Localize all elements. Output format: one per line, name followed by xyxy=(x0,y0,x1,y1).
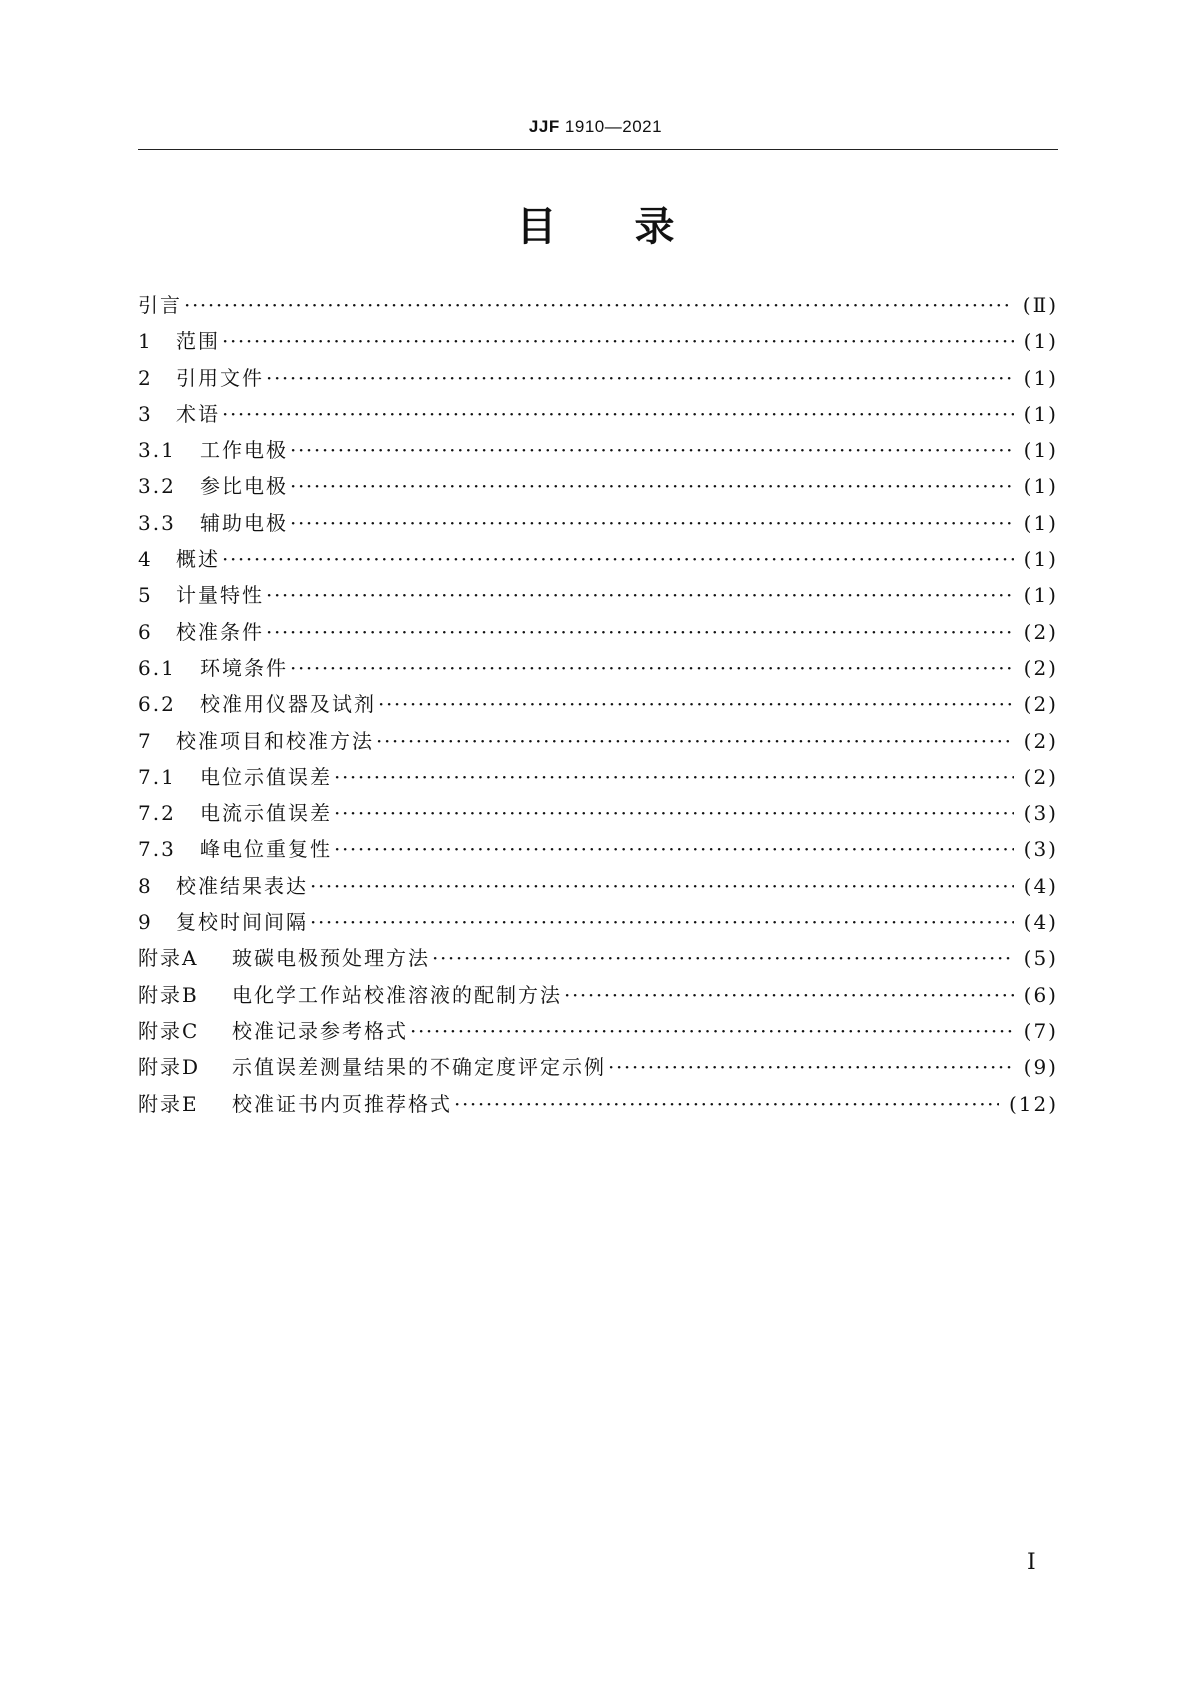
toc-entry-number: 7.2 xyxy=(138,801,176,826)
toc-entry-number: 6.1 xyxy=(138,655,176,680)
toc-entry-number: 附录B xyxy=(138,982,199,1007)
toc-entry-title: 复校时间间隔 xyxy=(176,910,308,935)
toc-entry-page: (4) xyxy=(1023,873,1058,898)
toc-entry-page: (5) xyxy=(1023,946,1058,971)
toc-leader-dots xyxy=(310,868,1014,904)
toc-entry-number: 4 xyxy=(138,547,153,572)
toc-entry-number: 附录D xyxy=(138,1055,201,1080)
toc-entry-intro[interactable] xyxy=(138,287,1058,323)
toc-entry-2[interactable] xyxy=(138,360,1058,396)
toc-entry-number: 1 xyxy=(138,329,153,354)
toc-entry-page: (Ⅱ) xyxy=(1022,293,1058,317)
toc-entry-title: 校准结果表达 xyxy=(176,873,308,898)
toc-entry-title: 引言 xyxy=(138,293,182,317)
toc-entry-7-1[interactable] xyxy=(138,759,1058,795)
toc-entry-page: (2) xyxy=(1023,655,1058,680)
toc-entry-title: 校准条件 xyxy=(176,619,264,644)
toc-entry-7-3[interactable] xyxy=(138,831,1058,867)
toc-entry-page: (1) xyxy=(1023,547,1058,572)
toc-entry-title: 示值误差测量结果的不确定度评定示例 xyxy=(232,1055,606,1080)
toc-entry-6-1[interactable] xyxy=(138,650,1058,686)
toc-entry-page: (2) xyxy=(1023,619,1058,644)
toc-leader-dots xyxy=(266,360,1014,396)
toc-entry-number: 附录A xyxy=(138,946,199,971)
toc-entry-number: 6.2 xyxy=(138,692,176,717)
toc-entry-title: 环境条件 xyxy=(200,655,288,680)
toc-leader-dots xyxy=(410,1013,1014,1049)
toc-entry-title: 峰电位重复性 xyxy=(200,837,332,862)
toc-entry-page: (2) xyxy=(1023,728,1058,753)
toc-leader-dots xyxy=(432,940,1014,976)
title-char-2: 录 xyxy=(634,204,675,250)
toc-leader-dots xyxy=(376,723,1014,759)
toc-entry-appendix-c[interactable] xyxy=(138,1013,1058,1049)
toc-entry-number: 9 xyxy=(138,910,153,935)
toc-entry-page: (1) xyxy=(1023,583,1058,608)
toc-entry-title: 参比电极 xyxy=(200,474,288,499)
toc-entry-page: (6) xyxy=(1023,982,1058,1007)
toc-entry-title: 校准证书内页推荐格式 xyxy=(232,1091,452,1116)
toc-entry-title: 术语 xyxy=(176,401,220,426)
toc-leader-dots xyxy=(266,614,1014,650)
title-char-1: 目 xyxy=(516,204,557,250)
toc-leader-dots xyxy=(222,323,1014,359)
document-code-number: 1910—2021 xyxy=(559,117,663,136)
toc-leader-dots xyxy=(564,977,1014,1013)
document-code-header xyxy=(0,117,1191,137)
toc-entry-9[interactable] xyxy=(138,904,1058,940)
toc-entry-page: (1) xyxy=(1023,329,1058,354)
toc-entry-appendix-e[interactable] xyxy=(138,1086,1058,1122)
toc-leader-dots xyxy=(310,904,1014,940)
toc-entry-page: (1) xyxy=(1023,474,1058,499)
toc-leader-dots xyxy=(608,1049,1014,1085)
toc-entry-6[interactable] xyxy=(138,614,1058,650)
toc-entry-title: 校准用仪器及试剂 xyxy=(200,692,376,717)
toc-entry-7-2[interactable] xyxy=(138,795,1058,831)
toc-entry-number: 7 xyxy=(138,728,153,753)
toc-leader-dots xyxy=(378,686,1014,722)
toc-leader-dots xyxy=(334,795,1014,831)
toc-entry-3-2[interactable] xyxy=(138,468,1058,504)
toc-entry-number: 5 xyxy=(138,583,153,608)
toc-entry-title: 工作电极 xyxy=(200,438,288,463)
toc-entry-number: 3 xyxy=(138,401,153,426)
toc-entry-page: (1) xyxy=(1023,510,1058,535)
toc-entry-page: (3) xyxy=(1023,801,1058,826)
toc-entry-number: 7.1 xyxy=(138,764,176,789)
toc-entry-number: 7.3 xyxy=(138,837,176,862)
toc-entry-number: 6 xyxy=(138,619,153,644)
toc-entry-3-3[interactable] xyxy=(138,505,1058,541)
toc-leader-dots xyxy=(334,759,1014,795)
toc-entry-title: 计量特性 xyxy=(176,583,264,608)
toc-leader-dots xyxy=(454,1086,999,1122)
toc-entry-number: 8 xyxy=(138,873,153,898)
toc-entry-page: (2) xyxy=(1023,764,1058,789)
toc-entry-title: 校准项目和校准方法 xyxy=(176,728,374,753)
toc-entry-appendix-d[interactable] xyxy=(138,1049,1058,1085)
header-divider xyxy=(138,149,1058,150)
page-number: Ⅰ xyxy=(1027,1550,1036,1575)
toc-leader-dots xyxy=(266,577,1014,613)
toc-entry-page: (1) xyxy=(1023,401,1058,426)
page-title xyxy=(0,203,1191,251)
toc-leader-dots xyxy=(222,541,1014,577)
toc-leader-dots xyxy=(334,831,1014,867)
document-code-prefix: JJF xyxy=(528,117,560,136)
toc-entry-page: (3) xyxy=(1023,837,1058,862)
toc-entry-5[interactable] xyxy=(138,577,1058,613)
toc-entry-page: (9) xyxy=(1023,1055,1058,1080)
toc-entry-4[interactable] xyxy=(138,541,1058,577)
toc-entry-title: 范围 xyxy=(176,329,220,354)
toc-entry-page: (1) xyxy=(1023,438,1058,463)
toc-entry-title: 电流示值误差 xyxy=(200,801,332,826)
toc-entry-number: 3.3 xyxy=(138,510,176,535)
toc-entry-8[interactable] xyxy=(138,868,1058,904)
toc-entry-number: 2 xyxy=(138,365,153,390)
toc-entry-appendix-b[interactable] xyxy=(138,977,1058,1013)
toc-entry-title: 校准记录参考格式 xyxy=(232,1018,408,1043)
toc-entry-7[interactable] xyxy=(138,723,1058,759)
toc-entry-number: 附录C xyxy=(138,1018,200,1043)
toc-entry-page: (2) xyxy=(1023,692,1058,717)
toc-entry-title: 电化学工作站校准溶液的配制方法 xyxy=(232,982,562,1007)
toc-entry-page: (7) xyxy=(1023,1018,1058,1043)
toc-leader-dots xyxy=(184,287,1013,323)
toc-entry-title: 玻碳电极预处理方法 xyxy=(232,946,430,971)
toc-entry-page: (1) xyxy=(1023,365,1058,390)
toc-entry-title: 电位示值误差 xyxy=(200,764,332,789)
toc-entry-3[interactable] xyxy=(138,396,1058,432)
toc-leader-dots xyxy=(222,396,1014,432)
toc-entry-number: 3.2 xyxy=(138,474,176,499)
toc-leader-dots xyxy=(290,505,1014,541)
toc-entry-page: (12) xyxy=(1008,1091,1058,1116)
toc-entry-title: 辅助电极 xyxy=(200,510,288,535)
toc-entry-3-1[interactable] xyxy=(138,432,1058,468)
toc-leader-dots xyxy=(290,650,1014,686)
toc-entry-number: 3.1 xyxy=(138,438,176,463)
toc-entry-6-2[interactable] xyxy=(138,686,1058,722)
toc-entry-appendix-a[interactable] xyxy=(138,940,1058,976)
toc-entry-page: (4) xyxy=(1023,910,1058,935)
toc-entry-number: 附录E xyxy=(138,1091,199,1116)
toc-entry-title: 概述 xyxy=(176,547,220,572)
toc-leader-dots xyxy=(290,432,1014,468)
toc-leader-dots xyxy=(290,468,1014,504)
toc-entry-1[interactable] xyxy=(138,323,1058,359)
toc-entry-title: 引用文件 xyxy=(176,365,264,390)
table-of-contents xyxy=(138,287,1058,1122)
